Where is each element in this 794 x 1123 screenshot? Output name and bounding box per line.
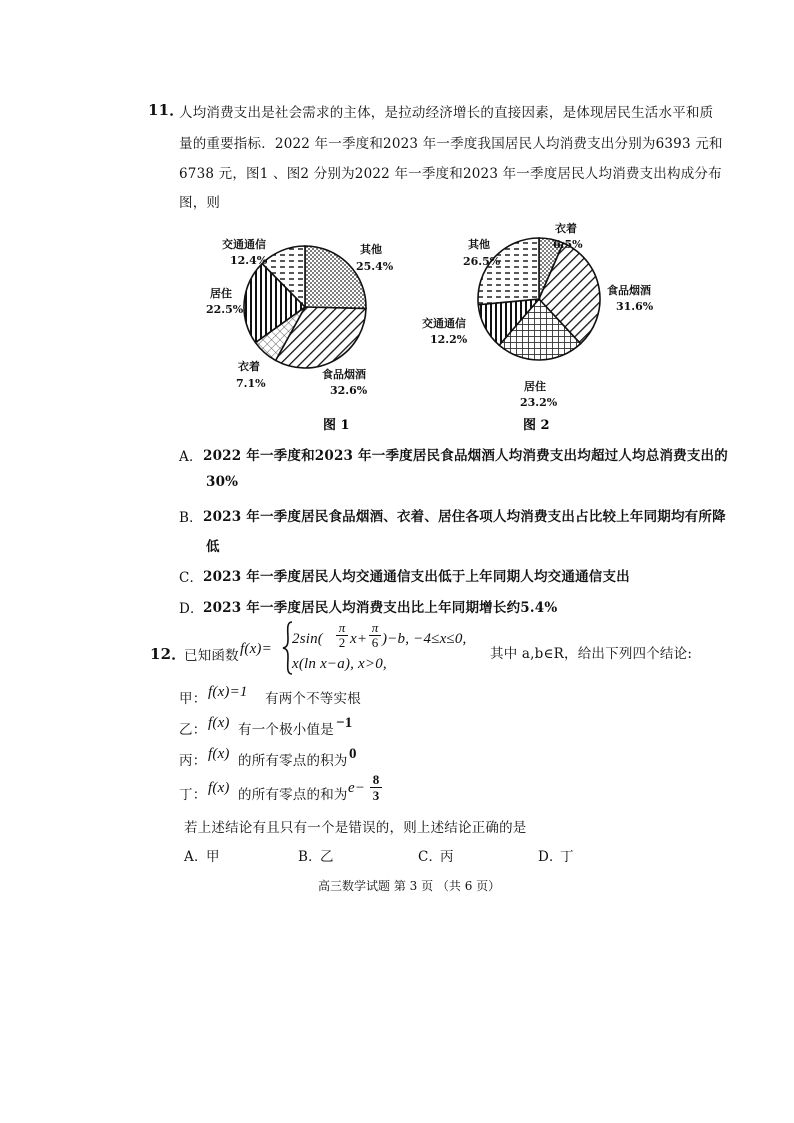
q12-case1-c: )−b, −4≤x≤0, (382, 631, 467, 647)
fig1-label-交通通信-name: 交通通信 (222, 238, 266, 251)
q12-choice-A-text: 甲 (206, 849, 220, 865)
q12-s3-math: f(x) (208, 746, 230, 762)
q12-s2-val: −1 (336, 715, 353, 731)
q11-stem-line3: 6738 元，图1 、图2 分别为2022 年一季度和2023 年一季度居民人均消费支出构成分布 (179, 166, 722, 182)
q11-optA-text2: 30% (206, 474, 239, 490)
q12-frac2-num: π (369, 621, 381, 636)
q12-choice-B-label: B． (298, 849, 322, 865)
q12-s3-label: 丙： (179, 753, 207, 769)
q12-s2-label: 乙： (179, 722, 207, 738)
page-footer: 高三数学试题 第 3 页 （共 6 页） (318, 879, 501, 893)
fig2-label-居住-pct: 23.2% (520, 396, 558, 409)
q12-case1-a: 2sin( (292, 631, 323, 647)
q12-s2-math: f(x) (208, 715, 230, 731)
q12-intro: 已知函数 (184, 648, 239, 664)
q12-frac2-den: 6 (371, 635, 379, 650)
q12-choice-C-text: 丙 (440, 849, 454, 865)
fig2-label-食品烟酒-pct: 31.6% (616, 300, 654, 313)
q12-choice-A-label: A． (184, 849, 208, 865)
q11-optB-label: B． (179, 510, 203, 526)
fig1-label-衣着-name: 衣着 (238, 360, 260, 373)
q12-case2: x(ln x−a), x>0, (292, 656, 387, 672)
q12-choice-C-label: C． (418, 849, 443, 865)
q12-frac1-num: π (336, 621, 348, 636)
fig1-label-其他-name: 其他 (360, 243, 382, 256)
fig1-label-居住-name: 居住 (210, 287, 232, 300)
q11-optA-text1: 2022 年一季度和2023 年一季度居民食品烟酒人均消费支出均超过人均总消费支出的 (203, 448, 728, 464)
q11-stem-line4: 图，则 (179, 195, 221, 211)
fig1-label-居住-pct: 22.5% (206, 303, 244, 316)
q12-s3-val: 0 (349, 746, 357, 762)
q11-optC-text: 2023 年一季度居民人均交通通信支出低于上年同期人均交通通信支出 (203, 569, 630, 585)
fig1-label-食品烟酒-name: 食品烟酒 (322, 368, 366, 381)
q12-frac1 (336, 621, 348, 650)
fig2-label-衣着-name: 衣着 (555, 222, 577, 235)
q12-s4-num: 8 (370, 772, 382, 788)
fig1-label-食品烟酒-pct: 32.6% (330, 384, 368, 397)
q12-s3-text: 的所有零点的积为 (238, 753, 348, 769)
fig2-label-其他-pct: 26.5% (463, 255, 501, 268)
q12-tail: 其中 a,b∈R，给出下列四个结论: (490, 646, 693, 662)
q12-s2-text: 有一个极小值是 (238, 722, 334, 738)
q12-s4-den: 3 (372, 788, 380, 803)
fig2-label-交通通信-pct: 12.2% (430, 333, 468, 346)
fig2-label-交通通信-name: 交通通信 (422, 317, 466, 330)
q12-s4-label: 丁： (179, 787, 207, 803)
pie-figures (0, 0, 794, 440)
q12-choice-B-text: 乙 (320, 849, 334, 865)
q11-optD-text: 2023 年一季度居民人均消费支出比上年同期增长约5.4% (203, 600, 558, 616)
q11-stem-line1: 人均消费支出是社会需求的主体，是拉动经济增长的直接因素，是体现居民生活水平和质 (179, 105, 714, 121)
q12-s1-math: f(x)=1 (208, 684, 248, 700)
q12-s4-frac (370, 772, 382, 803)
q12-choice-D-text: 丁 (560, 849, 574, 865)
fig1-caption: 图 1 (323, 418, 350, 433)
q11-optC-label: C． (179, 570, 204, 586)
fig2-label-其他-name: 其他 (468, 238, 490, 251)
fig2-label-居住-name: 居住 (524, 380, 546, 393)
fig1-slice-其他 (305, 246, 366, 309)
fig2-label-衣着-pct: 6.5% (553, 238, 583, 251)
q12-fx: f(x)= (240, 641, 272, 657)
q12-choice-D-label: D． (538, 849, 563, 865)
q12-s4-math: f(x) (208, 780, 230, 796)
q12-s4-text: 的所有零点的和为 (238, 787, 348, 803)
fig2-caption: 图 2 (523, 418, 550, 433)
fig2-label-食品烟酒-name: 食品烟酒 (607, 284, 651, 297)
q11-stem-line2: 量的重要指标．2022 年一季度和2023 年一季度我国居民人均消费支出分别为6393 元和 (179, 136, 723, 152)
q12-s1-text: 有两个不等实根 (265, 691, 361, 707)
q11-optD-label: D． (179, 601, 204, 617)
fig1-label-衣着-pct: 7.1% (236, 377, 266, 390)
q11-optB-text1: 2023 年一季度居民食品烟酒、衣着、居住各项人均消费支出占比较上年同期均有所降 (203, 509, 726, 525)
q12-case1-b: x+ (350, 631, 368, 647)
fig1-label-交通通信-pct: 12.4% (230, 254, 268, 267)
q12-frac1-den: 2 (338, 635, 346, 650)
q11-number: 11． (148, 101, 185, 119)
q11-optA-label: A． (179, 449, 203, 465)
fig1-label-其他-pct: 25.4% (356, 260, 394, 273)
q12-s1-label: 甲： (179, 691, 207, 707)
q12-number: 12． (150, 645, 187, 663)
q12-frac2 (369, 621, 381, 650)
q11-optB-text2: 低 (206, 539, 220, 555)
q12-ask: 若上述结论有且只有一个是错误的，则上述结论正确的是 (184, 820, 527, 836)
q12-s4-e: e− (348, 780, 366, 796)
